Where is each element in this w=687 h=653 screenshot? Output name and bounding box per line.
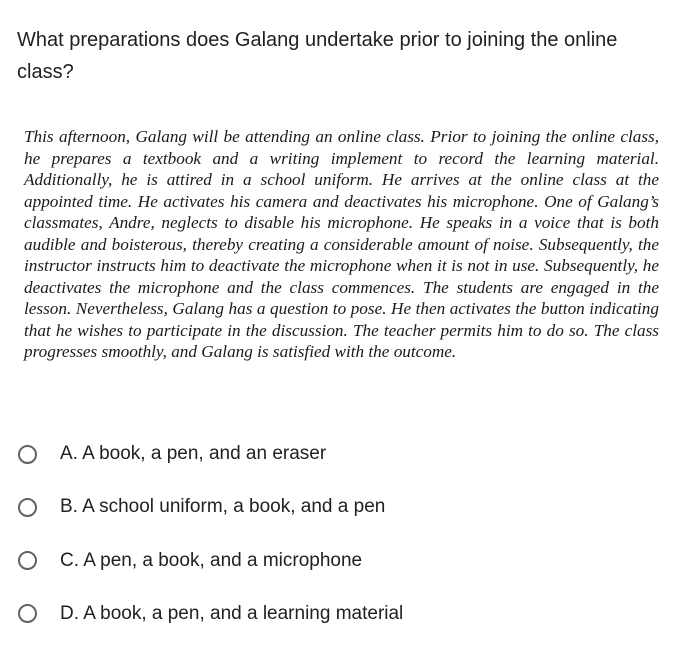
option-c-label: C. A pen, a book, and a microphone bbox=[60, 549, 363, 571]
radio-unselected-icon[interactable] bbox=[18, 445, 37, 464]
option-d-label: D. A book, a pen, and a learning material bbox=[60, 602, 404, 624]
option-c[interactable] bbox=[18, 547, 668, 575]
option-a-label: A. A book, a pen, and an eraser bbox=[60, 443, 327, 464]
radio-unselected-icon[interactable] bbox=[18, 604, 37, 623]
option-a[interactable] bbox=[18, 440, 668, 468]
answer-options bbox=[18, 440, 668, 653]
option-b[interactable] bbox=[18, 493, 668, 521]
radio-unselected-icon[interactable] bbox=[18, 498, 37, 517]
radio-unselected-icon[interactable] bbox=[18, 551, 37, 570]
reading-passage: This afternoon, Galang will be attending an online class. Prior to joining the online class, he prepares a textbook and a writing implement to record the learning material. Additionally, he is attired in a school uniform. He arrives at the online class at the appointed time. He activates his camera and deactivates his microphone. One of Galang’s classmates, Andre, neglects to disable his microphone. He speaks in a voice that is both audible and boisterous, thereby creating a considerable amount of noise. Subsequently, the instructor instructs him to deactivate the microphone when it is not in use. Subsequently, he deactivates the microphone and the class commences. The students are engaged in the lesson. Nevertheless, Galang has a question to pose. He then activates the button indicating that he wishes to participate in the discussion. The teacher permits him to do so. The class progresses smoothly, and Galang is satisfied with the outcome. bbox=[24, 127, 659, 361]
option-d[interactable] bbox=[18, 600, 668, 628]
option-b-label: B. A school uniform, a book, and a pen bbox=[60, 496, 386, 518]
question-text: What preparations does Galang undertake prior to joining the online class? bbox=[17, 29, 618, 83]
